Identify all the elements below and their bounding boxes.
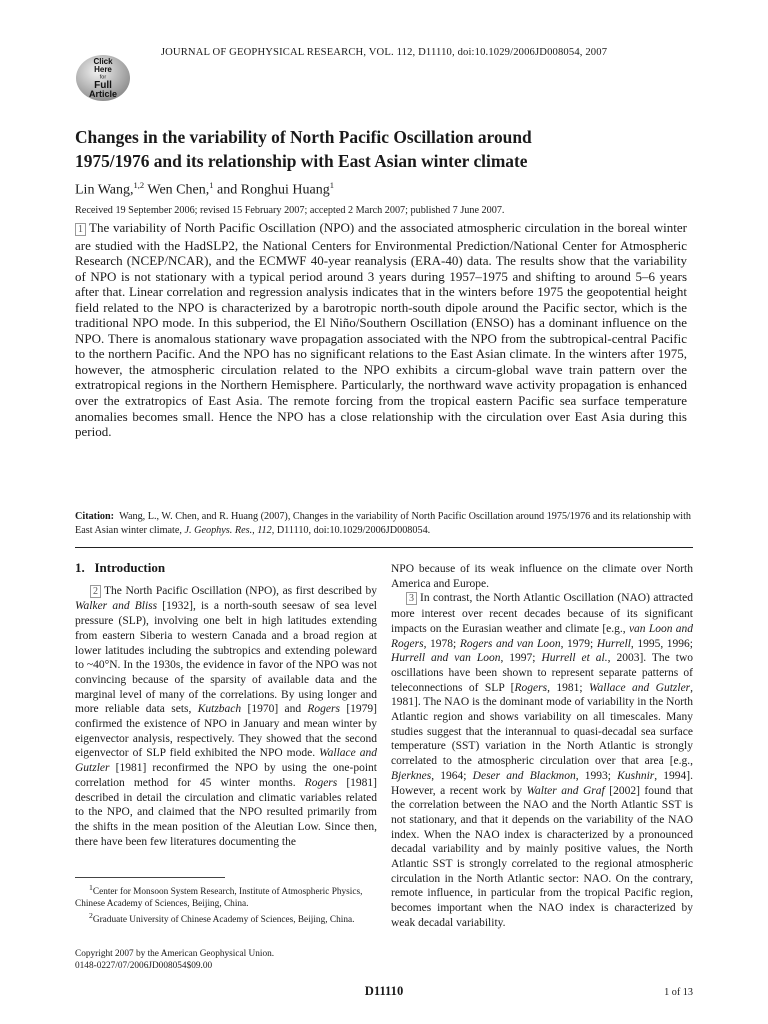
title-line-2: 1975/1976 and its relationship with East Asian winter climate: [75, 151, 528, 171]
divider: [75, 547, 693, 548]
badge-line-3: for: [99, 74, 107, 81]
reference-link[interactable]: Hurrell et al.: [541, 652, 608, 665]
section-number: 1.: [75, 560, 85, 575]
reference-link[interactable]: Rogers: [304, 776, 338, 789]
author-2: Wen Chen,: [147, 182, 210, 198]
title-line-1: Changes in the variability of North Pacific Oscillation around: [75, 127, 532, 147]
author-3: Ronghui Huang: [240, 182, 330, 198]
received-dates: Received 19 September 2006; revised 15 February 2007; accepted 2 March 2007; published 7 June 2007.: [75, 205, 505, 216]
reference-link[interactable]: Hurrell and van Loon: [391, 652, 501, 665]
reference-link[interactable]: Hurrell: [596, 637, 631, 650]
paragraph-number: 2: [90, 585, 101, 598]
badge-line-2: Here: [94, 65, 112, 74]
paragraph-number: 3: [406, 592, 417, 605]
author-1: Lin Wang,: [75, 182, 134, 198]
citation-label: Citation:: [75, 511, 115, 522]
reference-link[interactable]: Kushnir: [617, 769, 655, 782]
author-list: [75, 180, 334, 199]
reference-link[interactable]: Rogers: [307, 703, 340, 716]
right-column: [391, 562, 693, 931]
citation-journal: J. Geophys. Res., 112,: [184, 525, 275, 536]
reference-link[interactable]: van Loon and Rogers: [391, 622, 694, 650]
citation: [75, 510, 693, 538]
document-id: D11110: [364, 984, 404, 998]
badge-line-5: Article: [88, 89, 118, 99]
abstract-text: The variability of North Pacific Oscillation (NPO) and the associated atmospheric circulation in the boreal winter are studied with the HadSLP2, the National Centers for Environmental Prediction/National Center for Atmospheric Research (NCEP/NCAR), and the ECMWF 40-year reanalysis (ERA-40) data. The results show that the variability of NPO is not stationary with a typical period around 3 years during 1957–1975 and shifting to around 5–6 years after that. Linear correlation and regression analysis indicates that in the winters before 1975 the geopotential height field related to the NPO is characterized by a barotropic north-south dipole around the Pacific sector, which is the traditional NPO mode. In this subperiod, the El Niño/Southern Oscillation (ENSO) has a dominant influence on the NPO. There is anomalous stationary wave propagation associated with the NPO from the subtropical-central Pacific to the northern Pacific. And the NPO has no significant relations to the East Asian climate. In the winters after 1975, however, the atmospheric circulation related to the NPO exhibits a circum-global wave train pattern over the extratropical regions in the Northern Hemisphere. Particularly, the northward wave activity propagation is enhanced over the extratropics of East Asia. The remote forcing from the tropical eastern Pacific sea surface temperature anomalies becomes small. Hence the NPO has a close relationship with the circulation over East Asia during this period.: [75, 220, 687, 440]
badge-line-4: Full: [94, 80, 112, 91]
paper-title: [75, 125, 635, 173]
copyright-line: Copyright 2007 by the American Geophysical Union.: [75, 949, 275, 959]
reference-link[interactable]: Rogers: [514, 681, 548, 694]
footnote-1: $^1$Center for Monsoon System Research, Institute of Atmospheric Physics, Chinese Academy of Sciences, Beijing, China.: [75, 883, 363, 910]
reference-link[interactable]: Bjerknes: [391, 769, 432, 782]
section-heading: [75, 561, 377, 576]
copyright: [75, 948, 377, 972]
author-1-affil: 1,2: [133, 180, 145, 190]
author-3-affil: 1: [329, 180, 335, 190]
abstract-paragraph-number: 1: [75, 223, 86, 236]
footnote-2: $^2$Graduate University of Chinese Academy of Sciences, Beijing, China.: [89, 911, 355, 926]
reference-link[interactable]: Walter and Graf: [526, 784, 605, 797]
reference-link[interactable]: Kutzbach: [197, 703, 242, 716]
footnotes: [75, 882, 377, 926]
citation-doi: D11110, doi:10.1029/2006JD008054.: [276, 525, 431, 536]
author-2-affil: 1: [209, 180, 214, 190]
full-article-badge[interactable]: [74, 53, 132, 103]
issn-line: 0148-0227/07/2006JD008054$09.00: [75, 961, 213, 971]
paragraph-2-continued: NPO because of its weak influence on the climate over North America and Europe.: [391, 563, 693, 590]
page-number: 1 of 13: [664, 987, 693, 998]
full-article-logo: [74, 53, 132, 103]
paragraph-3: 3 In contrast, the North Atlantic Oscillation (NAO) attracted more interest over recent decades because of its significant impacts on the Eurasian weather and climate [e.g., van Loon and Rogers, 1978; Rogers and van Loon, 1979; Hurrell, 1995, 1996; Hurrell and van Loon, 1997; Hurrell et al., 2003]. The two oscillations have been shown to represent separate patterns of teleconnections of SLP [Rogers, 1981; Wallace and Gutzler, 1981]. The NAO is the dominant mode of variability in the North Atlantic region and shows variability on all timescales. Many studies suggest that the interannual to quasi-decadal sea surface temperature (SST) variation in the North Atlantic is strongly correlated to the atmospheric circulation over that area [e.g., Bjerknes, 1964; Deser and Blackmon, 1993; Kushnir, 1994]. However, a recent work by Walter and Graf [2002] found that the correlation between the NAO and the North Atlantic SST is not stationary, and that it depends on the variability of the NAO index. When the NAO index is characterized by a pronounced decadal variability and by mainly positive values, the North Atlantic SST is strongly correlated to the regional atmospheric circulation in the North Atlantic sector: NAO. On the contrary, remote influence, in particular from the tropical Pacific region, becomes important when the NAO index is characterized by weak decadal variability.: [391, 592, 694, 929]
footnote-divider: [75, 877, 225, 878]
reference-link[interactable]: Wallace and Gutzler: [588, 681, 691, 694]
reference-link[interactable]: Rogers and van Loon: [459, 637, 561, 650]
paragraph-2: 2 The North Pacific Oscillation (NPO), as first described by Walker and Bliss [1932], is a north-south seesaw of sea level pressure (SLP), involving one belt in high latitudes extending from eastern Siberia to western Canada and a broad region at lower latitudes including the subtropics and extending poleward to ~40°N. In the 1930s, the evidence in favor of the NPO was not convincing because of the sparsity of available data and the marginal level of many of the correlations. By using longer and more reliable data sets, Kutzbach [1970] and Rogers [1979] confirmed the existence of NPO in January and mean winter by eigenvector analysis, respectively. They showed that the second eigenvector of SLP field exhibited the NPO mode. Wallace and Gutzler [1981] reconfirmed the NPO by using the one-point correlation method for 45 winter months. Rogers [1981] described in detail the circulation and climatic variables related to the NPO, and claimed that the NPO resulted primarily from the shifts in the mean position of the Aleutian Low. Since then, there have been few literatures documenting the: [75, 584, 378, 848]
abstract: [75, 220, 687, 440]
section-title: Introduction: [94, 560, 166, 575]
reference-link[interactable]: Walker and Bliss: [75, 600, 158, 613]
journal-header: JOURNAL OF GEOPHYSICAL RESEARCH, VOL. 112, D11110, doi:10.1029/2006JD008054, 2007: [160, 47, 608, 58]
badge-line-1: Click: [93, 57, 113, 66]
left-column: [75, 561, 377, 849]
reference-link[interactable]: Deser and Blackmon: [472, 769, 576, 782]
citation-text: Wang, L., W. Chen, and R. Huang (2007), Changes in the variability of North Pacific Oscillation around 1975/1976 and its relationship with East Asian winter climate,: [75, 511, 692, 536]
author-and: and: [216, 182, 238, 198]
reference-link[interactable]: Wallace and Gutzler: [75, 747, 378, 775]
